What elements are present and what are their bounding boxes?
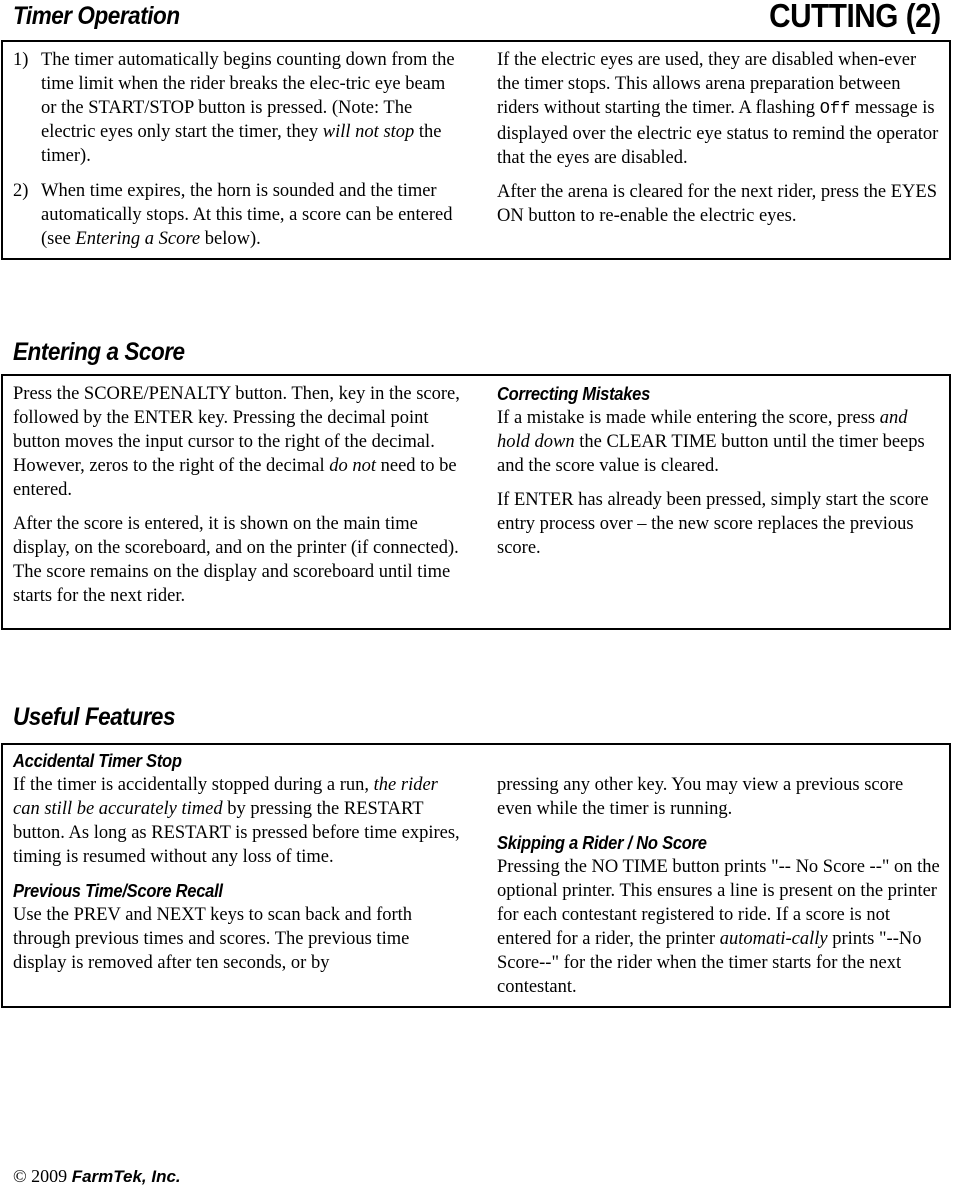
list-item-number: 1): [13, 50, 29, 70]
paragraph-text-end: prints "--No Score--" for the rider when the timer starts for the next contestant.: [497, 929, 922, 997]
useful-features-left-column: [13, 749, 461, 985]
list-item-text: When time expires, the horn is sounded and the timer automatically stops. At this time, a score can be entered (see: [41, 181, 453, 249]
paragraph: [13, 773, 461, 869]
timer-operation-left-column: [13, 48, 461, 262]
page-heading: CUTTING (2): [769, 0, 941, 34]
emphasis-text: will not stop: [322, 122, 415, 142]
sub-heading-previous-time-recall: Previous Time/Score Recall: [13, 881, 223, 901]
section-heading-timer-operation: Timer Operation: [13, 2, 180, 30]
paragraph: After the arena is cleared for the next rider, press the EYES ON button to re-enable the electric eyes.: [497, 182, 937, 226]
sub-heading-correcting-mistakes: Correcting Mistakes: [497, 384, 651, 404]
entering-score-box: [1, 374, 951, 630]
list-item-text-end: the timer).: [41, 122, 442, 166]
paragraph-text: Pressing the NO TIME button prints "-- No Score --" on the optional printer. This ensures a line is present on the printer for each contestant registered to ride. If a score is not entered for a rider, the printer: [497, 857, 940, 949]
entering-score-left-column: [13, 382, 461, 618]
paragraph: After the score is entered, it is shown on the main time display, on the scoreboard, and on the printer (if connected). The score remains on the display and scoreboard until time starts for the next rider.: [13, 514, 459, 606]
list-item: [13, 48, 461, 168]
entering-score-right-column: [497, 382, 941, 570]
paragraph-text-end: message is displayed over the electric eye status to remind the operator that the eyes are disabled.: [497, 98, 939, 168]
paragraph-text-end: need to be entered.: [13, 456, 457, 500]
paragraph-text-end: the CLEAR TIME button until the timer beeps and the score value is cleared.: [497, 432, 925, 476]
brand-name: FarmTek, Inc.: [71, 1167, 181, 1186]
paragraph: Use the PREV and NEXT keys to scan back and forth through previous times and scores. The previous time display is removed after ten seconds, or by: [13, 905, 413, 973]
sub-heading-skipping-rider: Skipping a Rider / No Score: [497, 833, 707, 853]
list-item-text-end: below).: [200, 229, 261, 249]
useful-features-right-column: [497, 773, 941, 1009]
paragraph-text: Press the SCORE/PENALTY button. Then, key in the score, followed by the ENTER key. Pressing the decimal point button moves the input cursor to the right of the decimal. However, zeros to the right of the decimal: [13, 384, 460, 476]
timer-operation-box: [1, 40, 951, 260]
paragraph: If ENTER has already been pressed, simply start the score entry process over – the new score replaces the previous score.: [497, 490, 929, 558]
paragraph: [497, 406, 941, 478]
list-item: [13, 179, 461, 251]
section-title-entering-score: Entering a Score: [13, 338, 185, 366]
paragraph: pressing any other key. You may view a previous score even while the timer is running.: [497, 775, 904, 819]
timer-operation-right-column: [497, 48, 941, 238]
copyright-text: © 2009: [13, 1166, 68, 1186]
paragraph: [497, 48, 941, 170]
paragraph-text: If a mistake is made while entering the score, press: [497, 408, 880, 428]
paragraph-text-end: by pressing the RESTART button. As long as RESTART is pressed before time expires, timing is resumed without any loss of time.: [13, 799, 460, 867]
emphasis-text: the rider can still be accurately timed: [13, 775, 438, 819]
list-item-number: 2): [13, 181, 29, 201]
paragraph-text: If the timer is accidentally stopped during a run,: [13, 775, 374, 795]
emphasis-text: do not: [329, 456, 376, 476]
emphasis-text: and hold down: [497, 408, 908, 452]
emphasis-text: automati-cally: [719, 929, 828, 949]
off-message-code: Off: [819, 100, 851, 119]
footer: [13, 1166, 181, 1187]
sub-heading-accidental-timer-stop: Accidental Timer Stop: [13, 751, 182, 771]
section-title-useful-features: Useful Features: [13, 703, 176, 731]
emphasis-text: Entering a Score: [75, 229, 201, 249]
paragraph: [13, 382, 461, 502]
paragraph: [497, 855, 941, 999]
useful-features-box: [1, 743, 951, 1008]
paragraph-text: If the electric eyes are used, they are disabled when-ever the timer stops. This allows arena preparation between riders without starting the timer. A flashing: [497, 50, 917, 118]
list-item-text: The timer automatically begins counting down from the time limit when the rider breaks the elec-tric eye beam or the START/STOP button is pressed. (Note: The electric eyes only start the timer, they: [41, 50, 455, 142]
